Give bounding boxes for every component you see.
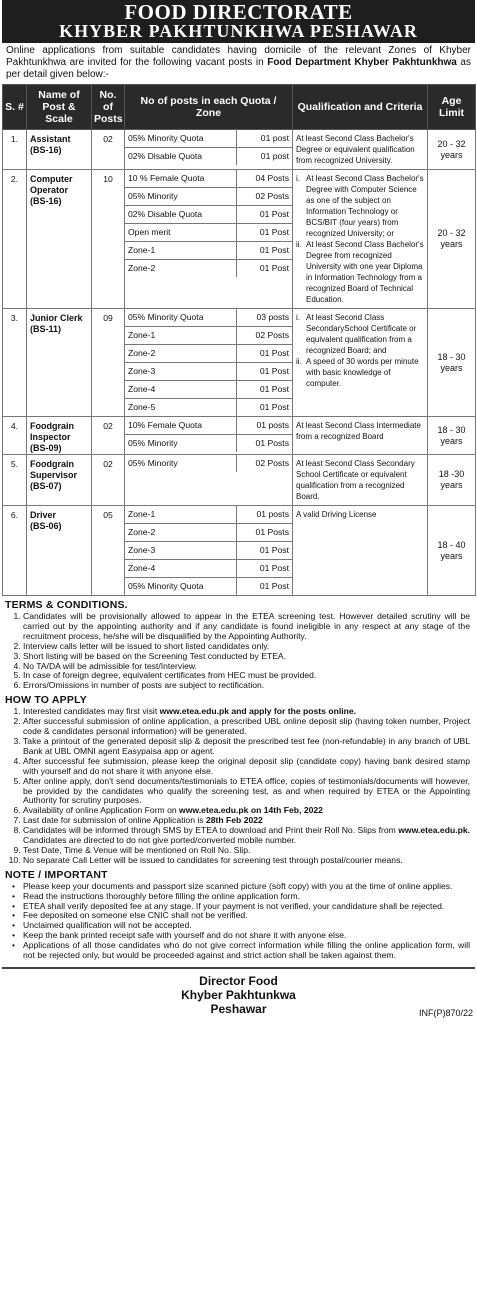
post-name: Computer Operator — [30, 174, 73, 195]
quota-row — [125, 435, 292, 452]
apply-item — [23, 856, 470, 866]
quota-count: 01 Post — [259, 402, 289, 412]
title-line-1: FOOD DIRECTORATE — [124, 0, 353, 24]
quota-name: 10 % Female Quota — [125, 170, 237, 187]
terms-item: 4. No TA/DA will be admissible for test/Interview. — [23, 662, 470, 672]
quota-count: 01 Post — [259, 348, 289, 358]
quota-row — [125, 224, 292, 242]
post-name: Foodgrain Inspector — [30, 421, 74, 442]
quota-count: 02 Posts — [255, 330, 289, 340]
criteria-text: At least Second Class Intermediate from a recognized Board — [296, 421, 421, 441]
quota-name: Zone-4 — [125, 381, 237, 398]
column-header: Age Limit — [428, 85, 476, 130]
criteria-cell — [293, 417, 428, 455]
quota-name: Zone-1 — [125, 242, 237, 259]
serial-number: 4. — [3, 417, 27, 455]
quota-row — [125, 309, 292, 327]
quota-count: 01 Post — [259, 545, 289, 555]
column-header: Name of Post & Scale — [27, 85, 92, 130]
table-row — [3, 455, 476, 506]
quota-name: 05% Minority Quota — [125, 309, 237, 326]
quota-cell — [125, 417, 293, 455]
quota-name: 02% Disable Quota — [125, 148, 237, 165]
post-scale: (BS-07) — [30, 481, 62, 491]
criteria-cell — [293, 130, 428, 170]
age-range: 18 - 30 — [437, 351, 466, 362]
quota-row — [125, 542, 292, 560]
intro-text: Online applications from suitable candidates having domicile of the relevant Zones of Khyber Pakhtunkhwa are invited for the following vacant posts in — [6, 45, 471, 68]
post-name-cell — [27, 506, 92, 596]
apply-text-tail: Candidates are directed to do not give ported/converted mobile number. — [23, 835, 297, 846]
quota-row — [125, 455, 292, 472]
quota-name: 10% Female Quota — [125, 417, 237, 434]
age-range: 18 -30 — [438, 469, 465, 479]
criteria-cell — [293, 455, 428, 506]
quota-name: Zone-5 — [125, 399, 237, 416]
notes-list — [2, 882, 475, 961]
criteria-item — [296, 458, 424, 502]
quota-cell — [125, 170, 293, 309]
intro-paragraph — [2, 43, 475, 84]
age-range: 20 - 32 — [437, 138, 466, 149]
quota-name: Zone-3 — [125, 363, 237, 380]
title-line-2: KHYBER PAKHTUNKHWA PESHAWAR — [59, 21, 418, 41]
age-unit: years — [440, 550, 463, 561]
quota-row — [125, 363, 292, 381]
quota-count: 01 Posts — [255, 438, 289, 448]
post-name-cell — [27, 309, 92, 417]
age-limit-cell — [428, 170, 476, 309]
quota-row — [125, 399, 292, 416]
criteria-item — [296, 312, 424, 356]
note-item: • Unclaimed qualification will not be accepted. — [23, 921, 470, 931]
terms-item: 3. Short listing will be based on the Screening Test conducted by ETEA. — [23, 652, 470, 662]
apply-text: After successful submission of online application, a prescribed UBL online deposit slip (having token number, Project code & candidates personal information) will be generated. — [23, 716, 470, 737]
number-of-posts: 05 — [92, 506, 125, 596]
quota-name: 05% Minority Quota — [125, 578, 237, 595]
posts-table — [2, 84, 476, 596]
apply-text: Last date for submission of online Application is — [23, 815, 206, 826]
table-row — [3, 506, 476, 596]
criteria-text: A valid Driving License — [296, 510, 377, 519]
terms-list — [2, 612, 475, 691]
criteria-marker: i. — [296, 174, 300, 183]
quota-name: Zone-2 — [125, 345, 237, 362]
quota-cell — [125, 455, 293, 506]
column-header: S. # — [3, 85, 27, 130]
quota-row — [125, 345, 292, 363]
terms-item: 2. Interview calls letter will be issued to short listed candidates only. — [23, 642, 470, 652]
age-limit-cell — [428, 417, 476, 455]
post-name-cell — [27, 417, 92, 455]
age-range: 18 - 30 — [437, 424, 466, 435]
quota-cell — [125, 309, 293, 417]
quota-name: Zone-4 — [125, 560, 237, 577]
intro-department: Food Department Khyber Pakhtunkhwa — [267, 57, 457, 68]
post-name: Foodgrain Supervisor — [30, 459, 78, 480]
criteria-item — [296, 509, 424, 520]
age-unit: years — [440, 239, 463, 249]
quota-count: 01 Post — [259, 384, 289, 394]
quota-row — [125, 188, 292, 206]
quota-row — [125, 578, 292, 595]
quota-count: 01 Post — [259, 563, 289, 573]
signatory-title: Director Food — [199, 974, 278, 988]
quota-cell — [125, 506, 293, 596]
post-name-cell — [27, 170, 92, 309]
age-unit: years — [440, 435, 463, 446]
age-limit-cell — [428, 130, 476, 170]
quota-count: 01 Post — [259, 581, 289, 591]
signatory-city: Peshawar — [210, 1002, 267, 1016]
serial-number: 3. — [3, 309, 27, 417]
terms-heading: TERMS & CONDITIONS. — [5, 599, 128, 611]
quota-row — [125, 206, 292, 224]
criteria-text: At least Second Class Bachelor's Degree with Computer Science as one of the subject on Information Technology or BCS/BIT (four years) from recognized University; or — [306, 174, 424, 238]
table-row — [3, 170, 476, 309]
terms-item: 5. In case of foreign degree, equivalent certificates from HEC must be provided. — [23, 671, 470, 681]
apply-text: After online apply, don't send documents/testimonials to ETEA office, copies of testimonials/documents will however, be provided by the candidates who qualify the screening test, as and when required by ETEA or the Appointing Authority for scrutiny purposes. — [23, 775, 470, 806]
post-scale: (BS-06) — [30, 521, 62, 531]
quota-name: Zone-2 — [125, 260, 237, 277]
age-unit: years — [440, 480, 463, 490]
age-range: 18 - 40 — [437, 539, 466, 550]
quota-row — [125, 148, 292, 165]
apply-item — [23, 777, 470, 807]
number-of-posts: 09 — [92, 309, 125, 417]
post-scale: (BS-16) — [30, 145, 62, 155]
quota-name: 05% Minority — [125, 455, 237, 472]
criteria-item — [296, 133, 424, 166]
quota-name: 05% Minority — [125, 188, 237, 205]
criteria-text: At least Second Class Bachelor's Degree or equivalent qualification from recognized University. — [296, 134, 415, 165]
reference-number: INF(P)870/22 — [418, 1008, 473, 1018]
quota-count: 04 Posts — [255, 173, 289, 183]
number-of-posts: 02 — [92, 455, 125, 506]
table-body — [3, 130, 476, 596]
note-item: • Please keep your documents and passport size scanned picture (soft copy) with you at the time of online applies. — [23, 882, 470, 892]
number-of-posts: 10 — [92, 170, 125, 309]
signatory-province: Khyber Pakhtunkwa — [181, 988, 296, 1002]
quota-row — [125, 506, 292, 524]
note-item: • Keep the bank printed receipt safe with yourself and do not share it with anyone else. — [23, 931, 470, 941]
note-item: • ETEA shall verify deposited fee at any stage. If your payment is not verified, your candidature shall be rejected. — [23, 902, 470, 912]
apply-text: Availability of online Application Form on — [23, 805, 180, 816]
age-unit: years — [440, 149, 463, 160]
quota-count: 01 post — [260, 133, 289, 143]
apply-heading: HOW TO APPLY — [5, 694, 87, 707]
criteria-item — [296, 173, 424, 239]
table-row — [3, 130, 476, 170]
apply-emphasis: 28th Feb 2022 — [205, 815, 263, 826]
quota-count: 02 Posts — [255, 458, 289, 468]
criteria-text: At least Second Class Bachelor's Degree from recognized University with one year Diploma in Information Technology from a recognized Board of Technical Education. — [306, 240, 424, 304]
apply-item — [23, 717, 470, 737]
quota-count: 01 Posts — [255, 527, 289, 537]
post-scale: (BS-09) — [30, 443, 62, 453]
column-header: No. of Posts — [92, 85, 125, 130]
apply-text: Test Date, Time & Venue will be mentioned on Roll No. Slip. — [23, 844, 251, 855]
post-scale: (BS-11) — [30, 324, 62, 334]
quota-cell — [125, 130, 293, 170]
serial-number: 2. — [3, 170, 27, 309]
quota-count: 01 Post — [259, 263, 289, 273]
note-item: • Fee deposited on someone else CNIC shall not be verified. — [23, 911, 470, 921]
apply-emphasis: www.etea.edu.pk. — [398, 825, 470, 836]
note-item: • Applications of all those candidates who do not give correct information while filling the online application form, will not be rejected only, but would be proceeded against and strict action shall be taken against them. — [23, 941, 470, 961]
terms-item: 6. Errors/Omissions in number of posts are subject to rectification. — [23, 681, 470, 691]
apply-emphasis: www.etea.edu.pk on 14th Feb, 2022 — [179, 805, 323, 816]
apply-text: After successful fee submission, please keep the original deposit slip (candidate copy) having bank desired stamp with yourself and do not share it with anyone else. — [23, 755, 470, 776]
age-limit-cell — [428, 455, 476, 506]
quota-name: 05% Minority — [125, 435, 237, 452]
quota-row — [125, 560, 292, 578]
post-name: Driver — [30, 510, 57, 520]
criteria-text: At least Second Class SecondarySchool Certificate or equivalent qualification from a recognized Board; and — [306, 313, 417, 355]
quota-name: Zone-1 — [125, 506, 237, 523]
table-row — [3, 309, 476, 417]
quota-row — [125, 242, 292, 260]
age-limit-cell — [428, 309, 476, 417]
quota-count: 01 Post — [259, 209, 289, 219]
post-name: Junior Clerk — [30, 313, 83, 323]
quota-row — [125, 381, 292, 399]
table-row — [3, 417, 476, 455]
quota-count: 01 post — [260, 151, 289, 161]
apply-emphasis: www.etea.edu.pk and apply for the posts online. — [159, 706, 357, 717]
serial-number: 5. — [3, 455, 27, 506]
apply-text: Candidates will be informed through SMS by ETEA to download and Print their Roll No. Slips from — [23, 825, 399, 836]
criteria-marker: ii. — [296, 357, 302, 366]
criteria-marker: i. — [296, 313, 300, 322]
quota-row — [125, 327, 292, 345]
apply-list — [2, 707, 475, 866]
quota-row — [125, 417, 292, 435]
post-name: Assistant — [30, 134, 71, 144]
quota-count: 01 Post — [259, 245, 289, 255]
quota-count: 01 posts — [256, 509, 289, 519]
criteria-item — [296, 239, 424, 305]
apply-item — [23, 737, 470, 757]
quota-name: Zone-3 — [125, 542, 237, 559]
note-item: • Read the instructions thoroughly before filling the online application form. — [23, 892, 470, 902]
terms-item: 1. Candidates will be provisionally allowed to appear in the ETEA screening test. However detailed scrutiny will be carried out by the appointing authority and if any candidate is found ineligible in any respect at any stage of the recruitment process, he/she will be disqualified by the Appointing Authority. — [23, 612, 470, 642]
quota-name: Open merit — [125, 224, 237, 241]
criteria-text: At least Second Class Secondary School Certificate or equivalent qualification from a recognized Board. — [296, 459, 415, 501]
quota-row — [125, 260, 292, 277]
quota-count: 03 posts — [256, 312, 289, 322]
quota-name: 05% Minority Quota — [125, 130, 237, 147]
column-header: No of posts in each Quota / Zone — [125, 85, 293, 130]
post-name-cell — [27, 130, 92, 170]
quota-row — [125, 130, 292, 148]
column-header: Qualification and Criteria — [293, 85, 428, 130]
criteria-item — [296, 356, 424, 389]
criteria-item — [296, 420, 424, 442]
apply-item — [23, 826, 470, 846]
notes-heading: NOTE / IMPORTANT — [5, 868, 108, 881]
intro-tail: as per detail given below:- — [6, 57, 471, 80]
quota-row — [125, 170, 292, 188]
criteria-cell — [293, 309, 428, 417]
quota-count: 01 posts — [256, 420, 289, 430]
apply-text: Interested candidates may first visit — [23, 706, 160, 717]
header-banner — [2, 0, 475, 43]
table-header-row — [3, 85, 476, 130]
quota-name: 02% Disable Quota — [125, 206, 237, 223]
quota-count: 01 Post — [259, 366, 289, 376]
advertisement — [2, 0, 475, 1026]
serial-number: 6. — [3, 506, 27, 596]
post-name-cell — [27, 455, 92, 506]
quota-count: 01 Post — [259, 227, 289, 237]
quota-row — [125, 524, 292, 542]
signature-block — [2, 967, 475, 1026]
criteria-marker: ii. — [296, 240, 302, 249]
quota-count: 02 Posts — [255, 191, 289, 201]
age-unit: years — [440, 362, 463, 373]
criteria-cell — [293, 506, 428, 596]
age-limit-cell — [428, 506, 476, 596]
criteria-cell — [293, 170, 428, 309]
number-of-posts: 02 — [92, 130, 125, 170]
apply-text: Take a printout of the generated deposit slip & deposit the prescribed test fee (non-refundable) in any branch of UBL Bank at UBL OMNI agent Easypaisa app or agent. — [23, 735, 470, 756]
post-scale: (BS-16) — [30, 196, 62, 206]
criteria-text: A speed of 30 words per minute with basic knowledge of computer. — [306, 357, 419, 388]
apply-item — [23, 757, 470, 777]
serial-number: 1. — [3, 130, 27, 170]
apply-text: No separate Call Letter will be issued to candidates for screening test through postal/courier means. — [23, 854, 403, 865]
quota-name: Zone-2 — [125, 524, 237, 541]
quota-name: Zone-1 — [125, 327, 237, 344]
age-range: 20 - 32 — [437, 228, 466, 238]
number-of-posts: 02 — [92, 417, 125, 455]
